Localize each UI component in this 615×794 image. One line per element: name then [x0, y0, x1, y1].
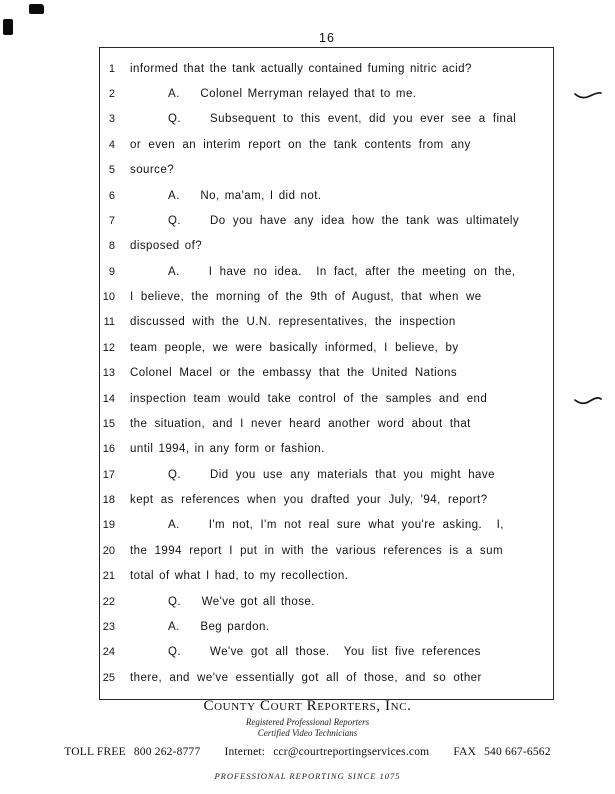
transcript-line	[100, 462, 553, 487]
line-text: kept as references when you drafted your July, '94, report?	[130, 494, 488, 507]
line-text: I believe, the morning of the 9th of August, that when we	[130, 291, 482, 304]
line-number: 4	[108, 138, 115, 151]
line-number: 3	[108, 113, 115, 126]
transcript-line	[100, 487, 553, 512]
line-number: 5	[108, 164, 115, 177]
transcript-line	[100, 56, 553, 81]
line-text: Q. Did you use any materials that you might have	[168, 468, 495, 481]
transcript-line	[100, 614, 553, 639]
line-number: 24	[102, 646, 115, 659]
handwritten-mark-lower	[574, 395, 602, 407]
line-number: 7	[108, 214, 115, 227]
line-text: there, and we've essentially got all of those, and so other	[130, 671, 482, 684]
line-number: 9	[108, 265, 115, 278]
line-number: 17	[102, 468, 115, 481]
transcript-line	[100, 335, 553, 360]
transcript-line	[100, 81, 553, 106]
line-number: 11	[103, 316, 115, 329]
line-number: 12	[102, 341, 115, 354]
line-text: or even an interim report on the tank contents from any	[130, 138, 471, 151]
transcript-box	[99, 47, 554, 700]
transcript-line	[100, 158, 553, 183]
line-text: total of what I had, to my recollection.	[130, 570, 349, 583]
transcript-line	[100, 310, 553, 335]
line-text: Q. Do you have any idea how the tank was ultimately	[168, 214, 520, 227]
line-number: 1	[108, 62, 115, 75]
transcript-line	[100, 437, 553, 462]
transcript-line	[100, 132, 553, 157]
scan-artifact-left	[3, 19, 13, 35]
line-text: disposed of?	[130, 240, 203, 253]
transcript-line	[100, 284, 553, 309]
transcript-line	[100, 640, 553, 665]
line-text: discussed with the U.N. representatives, the inspection	[130, 316, 456, 329]
line-number: 18	[102, 494, 115, 507]
line-text: Q. We've got all those.	[168, 595, 315, 608]
line-number: 22	[102, 595, 115, 608]
tagline-registered: Registered Professional Reporters	[245, 717, 370, 727]
line-text: inspection team would take control of the samples and end	[130, 392, 488, 405]
transcript-line	[100, 513, 553, 538]
line-text: the situation, and I never heard another word about that	[130, 417, 471, 430]
line-text: the 1994 report I put in with the various references is a sum	[130, 544, 504, 557]
line-text: Q. We've got all those. You list five references	[168, 646, 481, 659]
line-number: 23	[102, 620, 115, 633]
line-number: 10	[102, 291, 115, 304]
transcript-line	[100, 183, 553, 208]
transcript-line	[100, 386, 553, 411]
toll-free-group	[64, 746, 200, 758]
internet-label: Internet:	[224, 746, 266, 758]
transcript-line	[100, 208, 553, 233]
line-number: 8	[108, 240, 115, 253]
transcript-line	[100, 589, 553, 614]
line-text: until 1994, in any form or fashion.	[130, 443, 325, 456]
company-name: County Court Reporters, Inc.	[203, 698, 412, 714]
transcript-line	[100, 234, 553, 259]
transcript-line	[100, 564, 553, 589]
line-text: Q. Subsequent to this event, did you ever see a final	[168, 113, 517, 126]
contact-line	[0, 746, 615, 758]
line-number: 16	[102, 443, 115, 456]
line-number: 2	[108, 88, 115, 101]
line-text: A. I'm not, I'm not real sure what you're asking. I,	[168, 519, 504, 532]
bottom-tagline: PROFESSIONAL REPORTING SINCE 1075	[214, 771, 401, 781]
internet-group	[224, 746, 429, 758]
fax-group	[453, 746, 550, 758]
line-text: source?	[130, 164, 175, 177]
transcript-line	[100, 361, 553, 386]
line-text: A. Beg pardon.	[168, 620, 270, 633]
handwritten-mark-upper	[574, 90, 602, 102]
transcript-line	[100, 665, 553, 690]
internet-email: ccr@courtreportingservices.com	[273, 746, 430, 758]
line-text: A. Colonel Merryman relayed that to me.	[168, 88, 417, 101]
line-number: 20	[102, 544, 115, 557]
transcript-line	[100, 107, 553, 132]
line-number: 19	[102, 519, 115, 532]
line-number: 21	[102, 570, 115, 583]
transcript-line	[100, 538, 553, 563]
scan-artifact-top	[29, 4, 44, 14]
fax-number: 540 667-6562	[484, 746, 551, 758]
toll-free-label: TOLL FREE	[64, 746, 126, 758]
tagline-certified: Certified Video Technicians	[257, 728, 358, 738]
line-number: 6	[108, 189, 115, 202]
line-number: 15	[102, 417, 115, 430]
transcript-line	[100, 259, 553, 284]
toll-free-number: 800 262-8777	[133, 746, 201, 758]
footer	[0, 698, 615, 781]
page-number: 16	[319, 31, 335, 45]
fax-label: FAX	[453, 746, 477, 758]
transcript-lines	[100, 48, 553, 690]
line-text: team people, we were basically informed, I believe, by	[130, 341, 459, 354]
line-text: Colonel Macel or the embassy that the United Nations	[130, 367, 458, 380]
line-text: A. I have no idea. In fact, after the meeting on the,	[168, 265, 516, 278]
line-number: 25	[102, 671, 115, 684]
line-text: A. No, ma'am, I did not.	[168, 189, 322, 202]
transcript-line	[100, 411, 553, 436]
line-number: 13	[102, 367, 115, 380]
line-text: informed that the tank actually contained fuming nitric acid?	[130, 62, 472, 75]
line-number: 14	[102, 392, 115, 405]
